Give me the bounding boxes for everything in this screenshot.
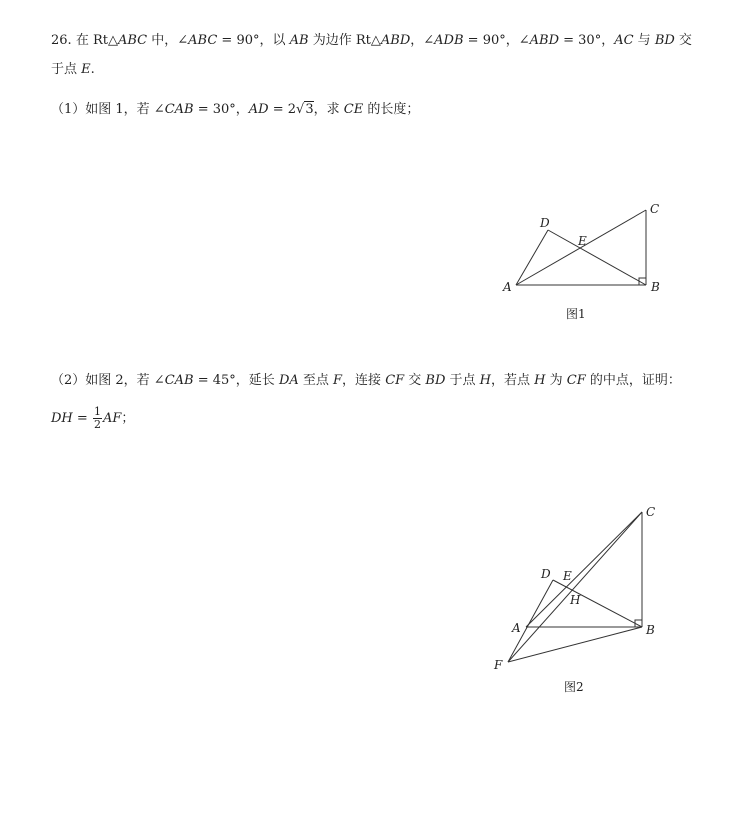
sqrt-sign: √ — [296, 102, 305, 117]
math-var: ABC — [188, 33, 218, 48]
text-segment: = 30°， — [559, 33, 615, 48]
math-var: AB — [289, 33, 309, 48]
text-segment: ，求 — [313, 102, 344, 117]
segment-fb-fig2 — [508, 627, 642, 662]
point-label-d: D — [540, 216, 550, 230]
text-segment: ，若点 — [491, 373, 535, 388]
fraction-numerator: 1 — [93, 405, 101, 418]
figure-2-caption: 图2 — [564, 680, 584, 694]
text-segment: 于点 — [445, 373, 480, 388]
point-label-c-fig2: C — [646, 505, 656, 519]
point-label-e-fig2: E — [563, 569, 572, 583]
text-segment: 的中点，证明： — [585, 373, 681, 388]
point-label-e: E — [578, 234, 587, 248]
math-var: AF — [102, 411, 122, 426]
text-segment: 为边作 Rt△ — [308, 33, 381, 48]
math-var: BD — [654, 33, 675, 48]
math-var: CAB — [164, 102, 194, 117]
math-var: CF — [566, 373, 586, 388]
point-label-f-fig2: F — [494, 658, 503, 672]
math-var: CE — [343, 102, 364, 117]
text-segment: = 2 — [268, 102, 297, 117]
segment-fc-fig2 — [508, 512, 642, 662]
text-segment: = 90°，∠ — [463, 33, 530, 48]
text-segment: 的长度； — [363, 102, 420, 117]
text-segment: ，∠ — [410, 33, 435, 48]
math-var: E — [81, 62, 91, 77]
text-segment: = 45°，延长 — [193, 373, 279, 388]
math-var: ABD — [380, 33, 411, 48]
sqrt-radicand: 3 — [305, 102, 314, 117]
point-label-d-fig2: D — [541, 567, 551, 581]
math-var: DA — [278, 373, 299, 388]
fraction-denominator: 2 — [93, 418, 101, 431]
math-var: CAB — [164, 373, 194, 388]
math-var: CF — [385, 373, 405, 388]
text-segment: 为 — [545, 373, 567, 388]
text-segment: = 30°， — [193, 102, 249, 117]
point-label-c: C — [650, 202, 660, 216]
math-var: AC — [614, 33, 634, 48]
figure-1-caption: 图1 — [566, 307, 586, 321]
text-segment: （1）如图 1，若 ∠ — [51, 102, 165, 117]
math-var: ABD — [529, 33, 559, 48]
segment-ad — [516, 230, 548, 285]
point-label-a: A — [503, 280, 512, 294]
math-var: H — [534, 373, 546, 388]
math-var: BD — [425, 373, 446, 388]
text-segment: 在 Rt△ — [75, 33, 118, 48]
text-segment: . — [90, 62, 95, 77]
math-var: DH — [51, 411, 73, 426]
text-segment: 至点 — [298, 373, 334, 388]
math-var: AD — [248, 102, 269, 117]
text-segment: 于点 — [51, 62, 82, 77]
text-segment: ，连接 — [342, 373, 386, 388]
point-label-b: B — [651, 280, 660, 294]
text-segment: 交 — [404, 373, 426, 388]
math-var: F — [333, 373, 343, 388]
math-var: ADB — [434, 33, 464, 48]
math-var: H — [479, 373, 492, 388]
text-segment: = — [72, 411, 92, 426]
problem-number: 26. — [51, 33, 72, 48]
text-segment: （2）如图 2，若 ∠ — [51, 373, 165, 388]
point-label-a-fig2: A — [512, 621, 521, 635]
text-segment: = 90°，以 — [217, 33, 290, 48]
segment-db-fig2 — [553, 580, 642, 627]
text-segment: 中，∠ — [147, 33, 189, 48]
point-label-h-fig2: H — [570, 593, 581, 607]
math-var: ABC — [117, 33, 148, 48]
text-segment: 交 — [674, 33, 692, 48]
point-label-b-fig2: B — [646, 623, 655, 637]
text-segment: 与 — [633, 33, 655, 48]
text-segment: ； — [121, 411, 135, 426]
